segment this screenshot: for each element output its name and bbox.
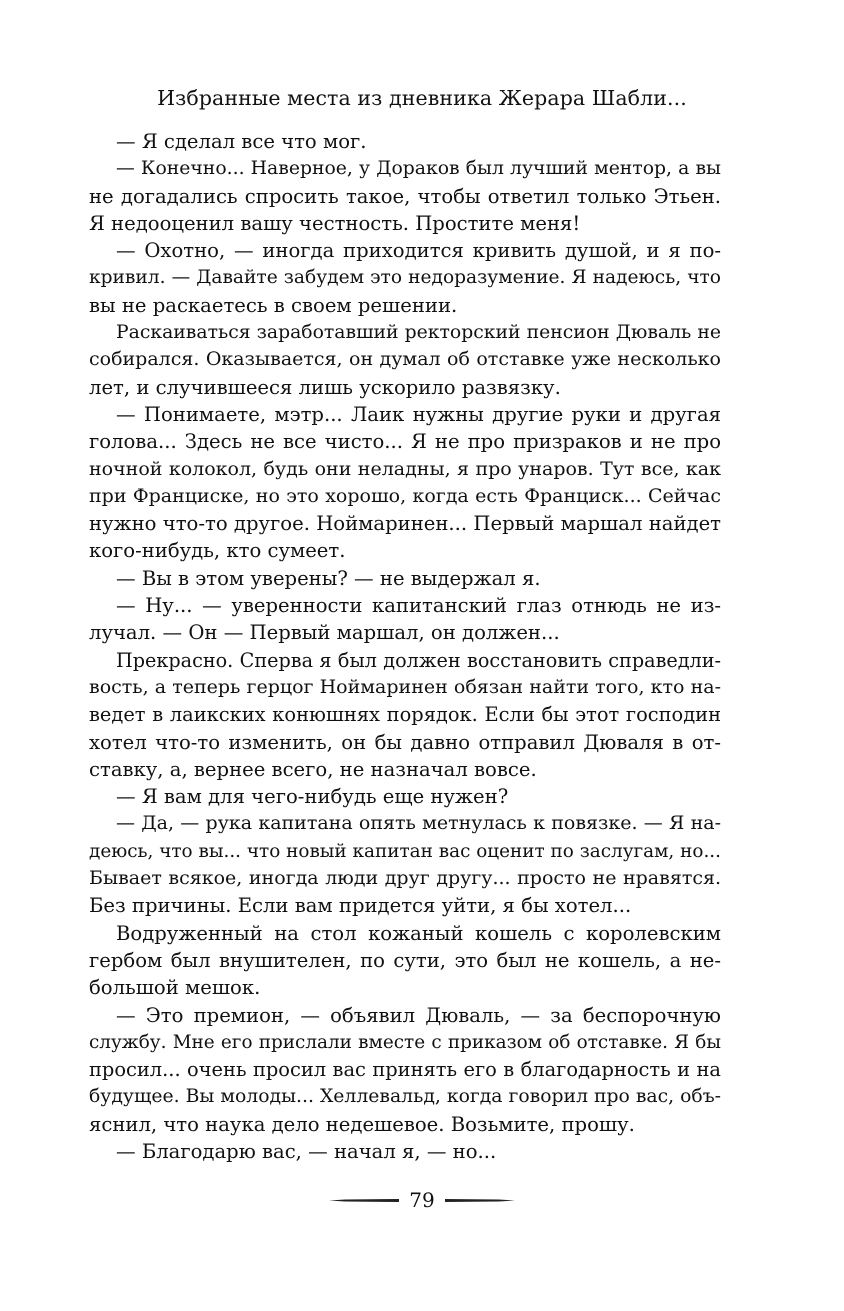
text-line: Водруженный на стол кожаный кошель с королевским — [116, 921, 721, 945]
text-line: лучал. — Он — Первый маршал, он должен... — [89, 621, 560, 645]
text-line: хотел что-то изменить, он бы давно отправил Дюваля в от- — [89, 730, 721, 754]
paragraph — [89, 401, 721, 565]
text-line: голова... Здесь не все чисто... Я не про призраков и не про — [89, 430, 721, 454]
text-line: кого-нибудь, кто сумеет. — [89, 539, 346, 563]
text-line: нужно что-то другое. Ноймаринен... Первый маршал найдет — [89, 512, 721, 536]
text-line: — Благодарю вас, — начал я, — но... — [116, 1139, 497, 1163]
text-line: собирался. Оказывается, он думал об отставке уже несколько — [89, 348, 721, 371]
text-line: — Конечно... Наверное, у Дораков был лучший ментор, а вы — [116, 158, 721, 180]
paragraph — [89, 920, 721, 1002]
right-ornament-rule — [445, 1199, 515, 1202]
paragraph — [89, 1138, 721, 1165]
text-line: Бывает всякое, иногда люди друг другу... просто не нравятся. — [89, 867, 721, 890]
text-line: не догадались спросить такое, чтобы ответил только Этьен. — [89, 184, 721, 208]
text-line: вы не раскаетесь в своем решении. — [89, 293, 458, 317]
text-line: ставку, а, вернее всего, не назначал вовсе. — [89, 757, 537, 781]
paragraph — [89, 810, 721, 919]
text-line: лет, и случившееся лишь ускорило развязку. — [89, 375, 561, 399]
paragraph — [89, 1002, 721, 1138]
text-line: Прекрасно. Сперва я был должен восстановить справедли- — [116, 648, 721, 672]
page-number: 79 — [409, 1188, 435, 1212]
text-line: — Я сделал все что мог. — [116, 130, 367, 153]
text-line: Раскаиваться заработавший ректорский пенсион Дюваль не — [116, 322, 721, 344]
paragraph — [89, 783, 721, 810]
text-line: Я недооценил вашу честность. Простите меня! — [89, 211, 581, 235]
paragraph — [89, 592, 721, 647]
page-footer — [0, 1185, 844, 1215]
text-line: деюсь, что вы... что новый капитан вас оценит по заслугам, но... — [89, 840, 721, 862]
paragraph — [89, 319, 721, 401]
text-line: гербом был внушителен, по сути, это был не кошель, а не- — [89, 948, 721, 972]
text-line: просил... очень просил вас принять его в благодарность и на — [89, 1058, 721, 1082]
text-line: большой мешок. — [89, 976, 261, 1000]
text-line: — Да, — рука капитана опять метнулась к повязке. — Я на- — [116, 812, 721, 835]
paragraph — [89, 647, 721, 783]
text-line: — Я вам для чего-нибудь еще нужен? — [116, 785, 509, 809]
paragraph — [89, 565, 721, 592]
text-line: ведет в лаикских конюшнях порядок. Если бы этот господин — [89, 703, 721, 727]
body-text — [89, 128, 721, 1165]
text-line: кривил. — Давайте забудем это недоразумение. Я надеюсь, что — [89, 267, 721, 289]
text-line: яснил, что наука дело недешевое. Возьмите, прошу. — [89, 1112, 635, 1136]
text-line: — Вы в этом уверены? — не выдержал я. — [116, 566, 541, 590]
left-ornament-rule — [329, 1199, 399, 1202]
text-line: — Охотно, — иногда приходится кривить душой, и я по- — [116, 239, 721, 263]
text-line: — Ну... — уверенности капитанский глаз отнюдь не из- — [116, 594, 721, 618]
text-line: службу. Мне его прислали вместе с приказом об отставке. Я бы — [89, 1031, 721, 1053]
text-line: — Это премион, — объявил Дюваль, — за беспорочную — [116, 1003, 721, 1027]
running-head: Избранные места из дневника Жерара Шабли... — [157, 86, 687, 110]
paragraph — [89, 128, 721, 155]
paragraph — [89, 155, 721, 237]
text-line: при Франциске, но это хорошо, когда есть Франциск... Сейчас — [89, 484, 721, 507]
paragraph — [89, 237, 721, 319]
text-line: ночной колокол, будь они неладны, я про унаров. Тут все, как — [89, 457, 721, 480]
text-line: будущее. Вы молоды... Хеллевальд, когда говорил про вас, объ- — [89, 1086, 721, 1108]
text-line: — Понимаете, мэтр... Лаик нужны другие руки и другая — [116, 402, 721, 426]
text-line: вость, а теперь герцог Ноймаринен обязан найти того, кто на- — [89, 675, 721, 698]
text-line: Без причины. Если вам придется уйти, я бы хотел... — [89, 894, 632, 918]
